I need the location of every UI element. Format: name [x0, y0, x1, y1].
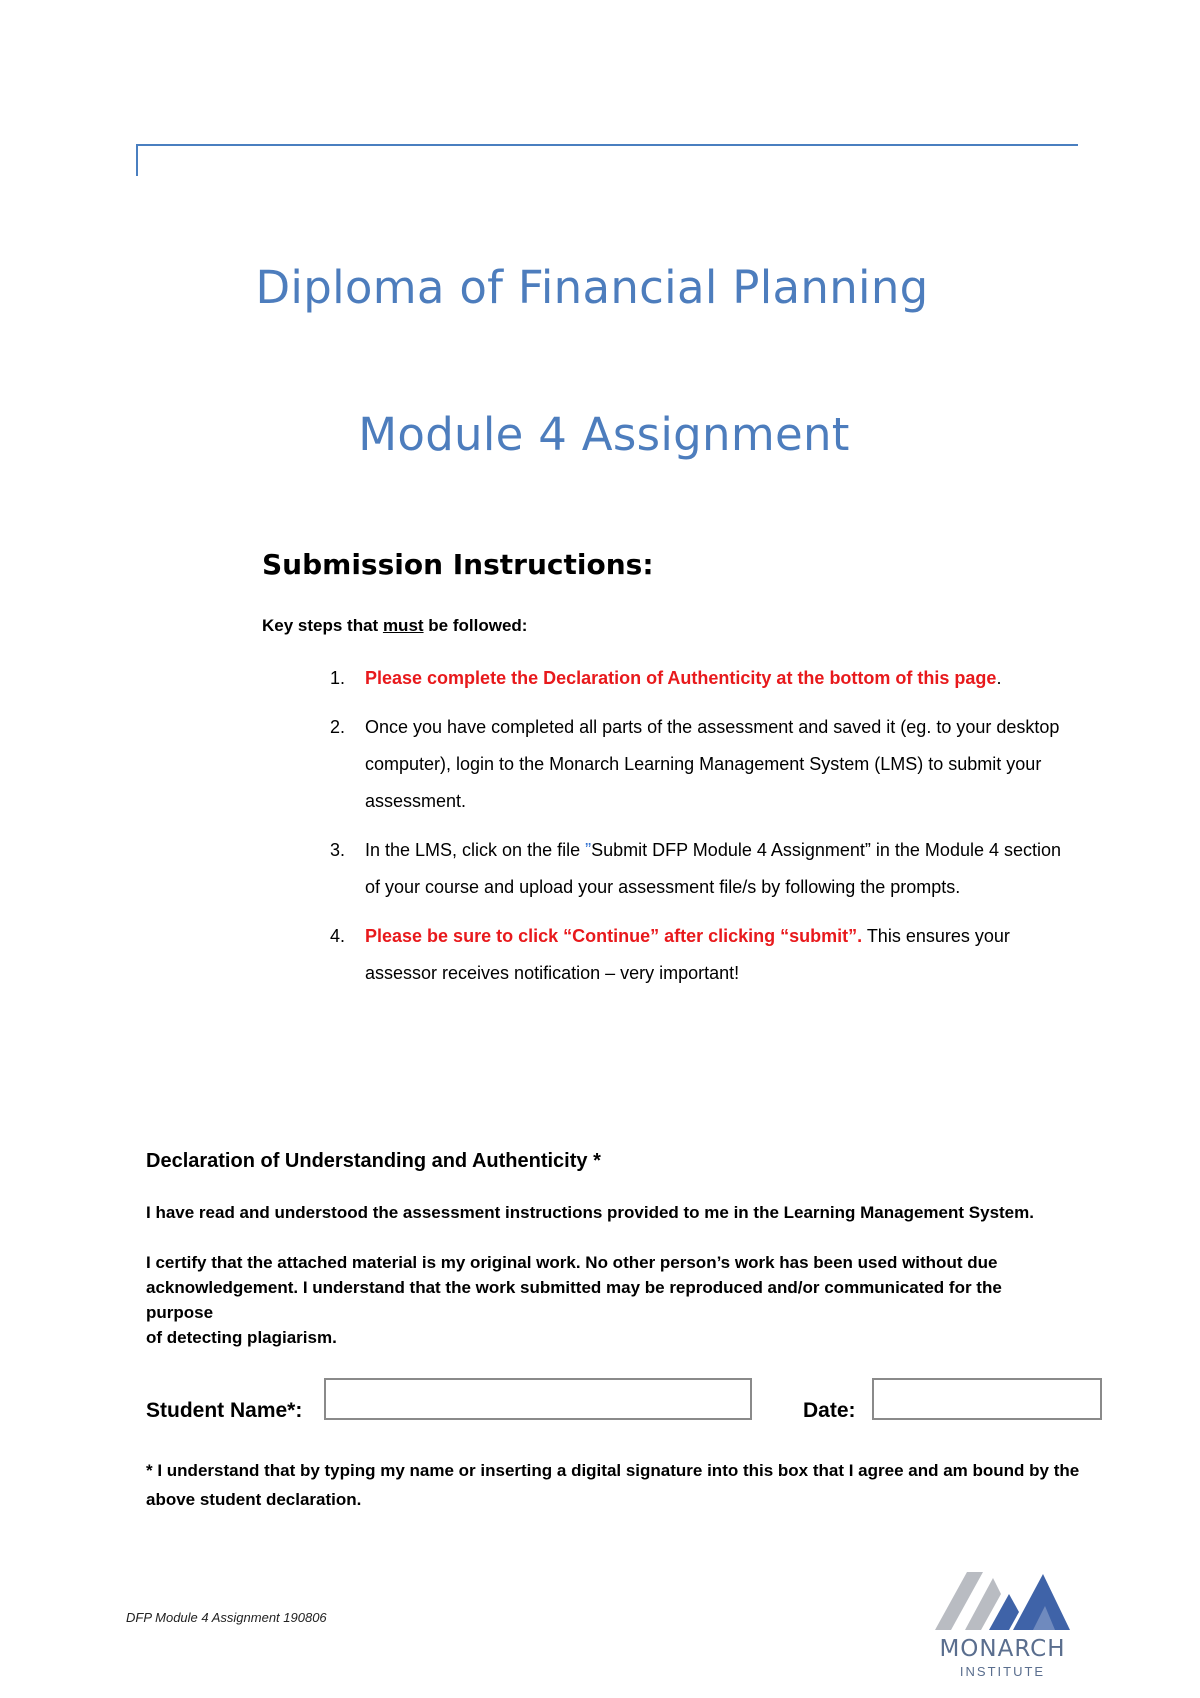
step-text: This ensures your assessor receives notification – very important!	[365, 926, 1010, 983]
key-steps-intro	[262, 616, 527, 636]
declaration-paragraph-2	[146, 1250, 1066, 1350]
date-label: Date:	[803, 1399, 856, 1422]
step-quote-mark: ”	[585, 840, 592, 860]
step-number: 2.	[330, 717, 346, 737]
document-title: Diploma of Financial Planning	[255, 261, 929, 314]
monarch-logo	[935, 1572, 1070, 1679]
step-item	[330, 709, 1080, 820]
step-item	[330, 918, 1080, 992]
declaration-footnote: * I understand that by typing my name or inserting a digital signature into this box that I agree and am bound by the above student declaration.	[146, 1461, 1080, 1509]
step-text-pre: In the LMS, click on the file	[365, 840, 586, 860]
frame-left-rule	[136, 144, 138, 176]
step-text: Once you have completed all parts of the assessment and saved it (eg. to your desktop computer), login to the Monarch Learning Management System (LMS) to submit your assessment.	[365, 717, 1060, 811]
step-highlight: Please complete the Declaration of Authenticity at the bottom of this page	[365, 668, 997, 688]
student-name-label: Student Name*:	[146, 1399, 303, 1422]
monarch-logo-mark-icon	[935, 1572, 1070, 1630]
submission-heading: Submission Instructions:	[262, 548, 654, 581]
footer-document-code: DFP Module 4 Assignment 190806	[126, 1610, 327, 1625]
student-name-input[interactable]	[324, 1378, 752, 1420]
logo-subtitle: INSTITUTE	[959, 1664, 1046, 1679]
document-subtitle: Module 4 Assignment	[358, 408, 850, 461]
declaration-paragraph-2-end: of detecting plagiarism.	[146, 1328, 337, 1347]
step-number: 4.	[330, 926, 346, 946]
date-input[interactable]	[872, 1378, 1102, 1420]
step-item	[330, 832, 1080, 906]
key-steps-post: be followed:	[423, 616, 528, 635]
declaration-paragraph-1: I have read and understood the assessment instructions provided to me in the Learning Management System.	[146, 1203, 1034, 1222]
key-steps-pre: Key steps that	[262, 616, 383, 635]
step-number: 1.	[330, 668, 346, 688]
step-text: .	[996, 668, 1002, 688]
step-number: 3.	[330, 840, 346, 860]
step-text: Submit DFP Module 4 Assignment” in the Module 4 section of your course and upload your assessment file/s by following the prompts.	[365, 840, 1062, 897]
declaration-heading: Declaration of Understanding and Authenticity *	[146, 1150, 601, 1172]
step-item	[330, 660, 1080, 697]
frame-top-rule	[136, 144, 1078, 146]
steps-list	[330, 660, 1080, 1004]
step-highlight: Please be sure to click “Continue” after clicking “submit”.	[365, 926, 863, 946]
declaration-paragraph-2-body: I certify that the attached material is my original work. No other person’s work has been used without due acknowledgement. I understand that the work submitted may be reproduced and/or communicated for the purpose	[146, 1253, 1002, 1322]
logo-name: MONARCH	[939, 1636, 1066, 1662]
key-steps-must: must	[382, 616, 424, 635]
